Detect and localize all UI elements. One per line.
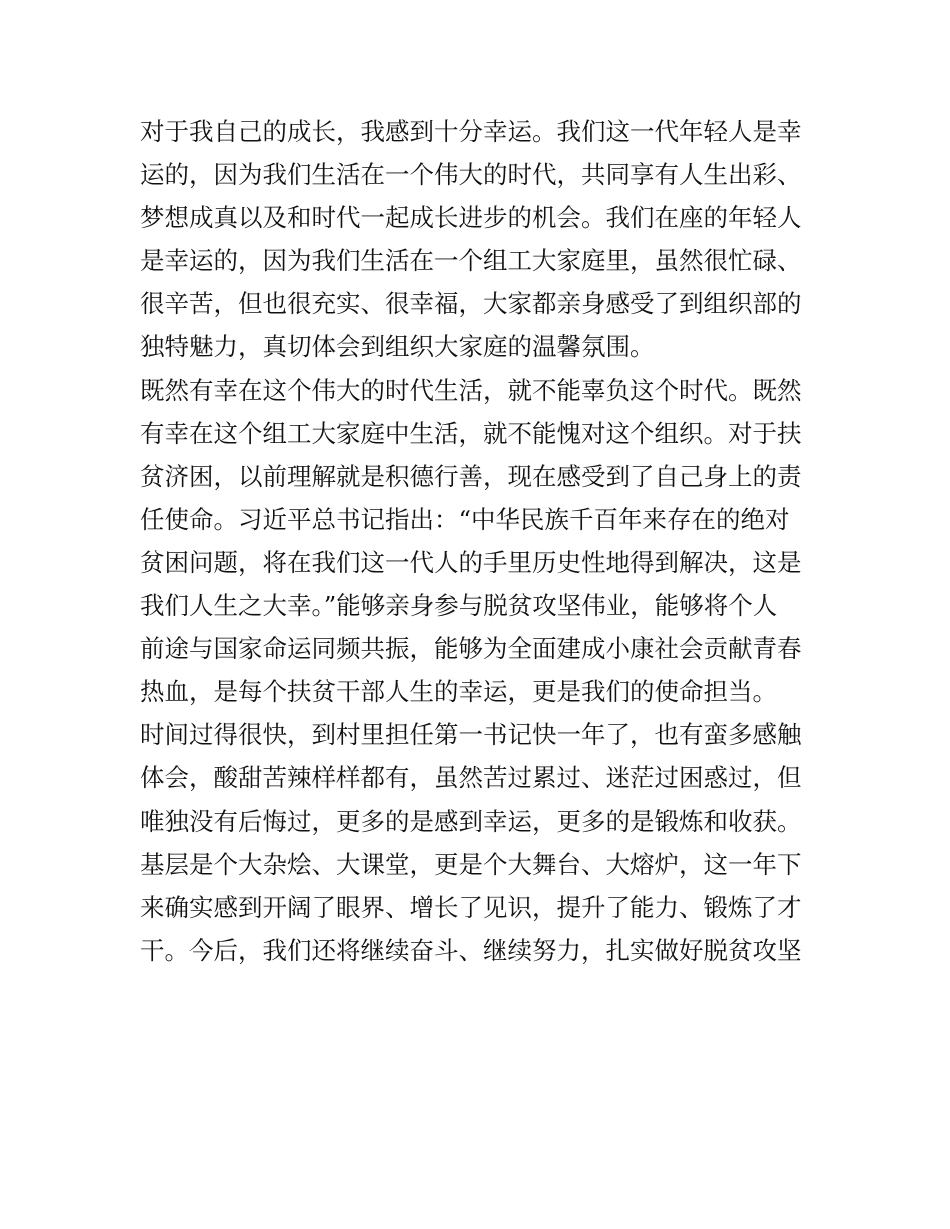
text-line: 贫困问题，将在我们这一代人的手里历史性地得到解决，这是 xyxy=(140,547,802,577)
text-line: 运的，因为我们生活在一个伟大的时代，共同享有人生出彩、 xyxy=(140,160,802,190)
text-line: 是幸运的，因为我们生活在一个组工大家庭里，虽然很忙碌、 xyxy=(140,246,802,276)
text-line: 任使命。习近平总书记指出：“中华民族千百年来存在的绝对 xyxy=(140,504,790,534)
text-line: 体会，酸甜苦辣样样都有，虽然苦过累过、迷茫过困惑过，但 xyxy=(140,763,802,793)
text-line: 热血，是每个扶贫干部人生的幸运，更是我们的使命担当。 xyxy=(140,677,777,707)
text-line: 唯独没有后悔过，更多的是感到幸运，更多的是锻炼和收获。 xyxy=(140,806,802,836)
text-line: 我们人生之大幸。”能够亲身参与脱贫攻坚伟业，能够将个人 xyxy=(140,591,778,621)
text-line: 干。今后，我们还将继续奋斗、继续努力，扎实做好脱贫攻坚 xyxy=(140,935,802,965)
text-line: 贫济困，以前理解就是积德行善，现在感受到了自己身上的责 xyxy=(140,461,802,491)
text-line: 梦想成真以及和时代一起成长进步的机会。我们在座的年轻人 xyxy=(140,203,802,233)
text-line: 基层是个大杂烩、大课堂，更是个大舞台、大熔炉，这一年下 xyxy=(140,849,802,879)
text-line: 有幸在这个组工大家庭中生活，就不能愧对这个组织。对于扶 xyxy=(140,418,802,448)
body-text xyxy=(140,110,820,972)
text-line: 前途与国家命运同频共振，能够为全面建成小康社会贡献青春 xyxy=(140,634,802,664)
text-line: 独特魅力，真切体会到组织大家庭的温馨氛围。 xyxy=(140,332,655,362)
text-line: 很辛苦，但也很充实、很幸福，大家都亲身感受了到组织部的 xyxy=(140,289,802,319)
text-line: 来确实感到开阔了眼界、增长了见识，提升了能力、锻炼了才 xyxy=(140,892,802,922)
text-line: 对于我自己的成长，我感到十分幸运。我们这一代年轻人是幸 xyxy=(140,117,802,146)
text-line: 时间过得很快，到村里担任第一书记快一年了，也有蛮多感触 xyxy=(140,720,802,750)
text-line: 既然有幸在这个伟大的时代生活，就不能辜负这个时代。既然 xyxy=(140,375,802,405)
